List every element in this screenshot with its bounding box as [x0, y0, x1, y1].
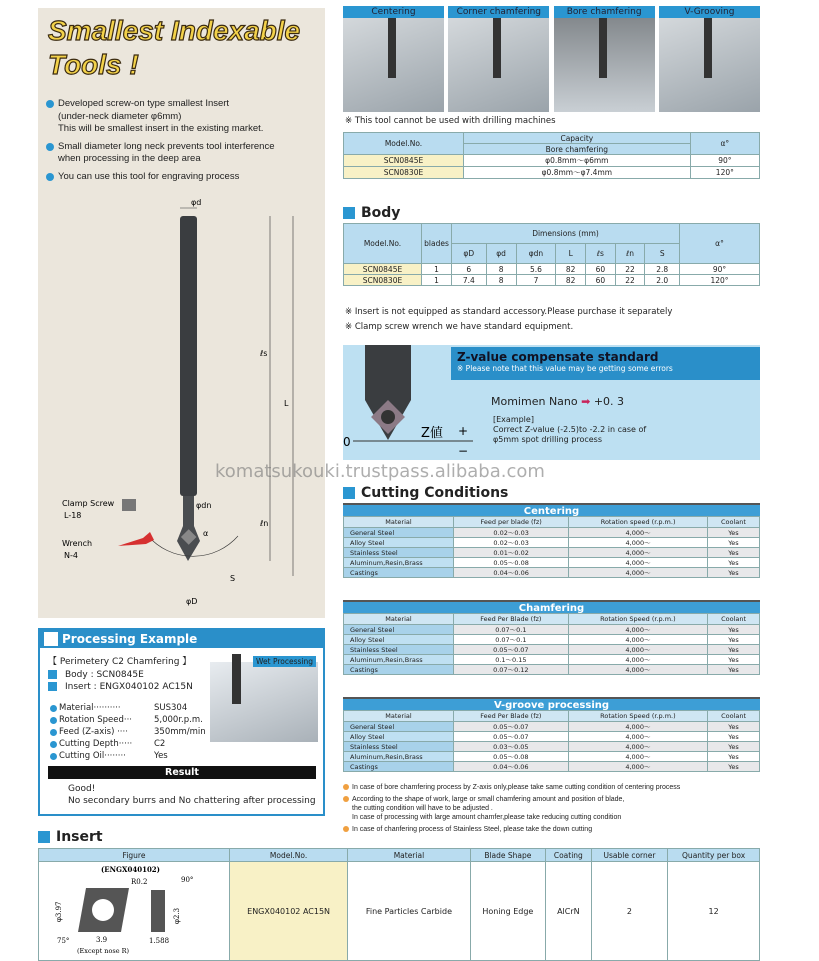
table-cell: 0.07～0.12	[454, 665, 569, 675]
table-row	[344, 538, 760, 548]
photo-bore-chamfering	[554, 6, 655, 112]
cutting-table-v-groove-processing	[343, 697, 760, 772]
text: Cutting Conditions	[361, 485, 509, 501]
text: Good!	[68, 784, 96, 794]
header-dim: φd	[486, 244, 516, 264]
drill-note: ※ This tool cannot be used with drilling machines	[345, 116, 556, 126]
header-bore: Bore chamfering	[464, 144, 691, 155]
dim-dn: φdn	[196, 501, 212, 510]
table-cell: 0.01～0.02	[454, 548, 569, 558]
arrow-right-icon: ➡	[581, 395, 591, 408]
insert-line	[48, 682, 193, 692]
result-bar: Result	[48, 766, 316, 779]
table-cell: 2.0	[645, 275, 680, 286]
bullet-icon	[50, 705, 57, 712]
z-value: +0. 3	[593, 395, 625, 408]
wrench-label: Wrench	[62, 539, 93, 548]
table-cell: 82	[556, 275, 586, 286]
wrench-number: N-4	[64, 551, 78, 560]
table-cell: 8	[486, 275, 516, 286]
table-cell: 22	[615, 275, 645, 286]
fig-a75: 75°	[57, 937, 70, 945]
header-capacity: Capacity	[464, 133, 691, 144]
text: (under-neck diameter φ6mm)	[58, 110, 182, 122]
table-cell: 0.1～0.15	[454, 655, 569, 665]
z-value-box	[343, 345, 760, 460]
z-example	[493, 415, 646, 445]
spec-row	[50, 714, 208, 726]
note	[343, 825, 760, 834]
spec-value: 5,000r.p.m.	[154, 715, 203, 725]
page-title	[48, 14, 300, 82]
spec-list	[50, 702, 208, 762]
spec-value: 350mm/min	[154, 727, 206, 737]
photo-label: V-Grooving	[659, 6, 760, 18]
table-cell: 4,000～	[569, 528, 708, 538]
cutting-heading	[343, 485, 508, 501]
column-header: Material	[344, 614, 454, 625]
insert-table	[38, 848, 760, 961]
dim-ln: ℓn	[260, 519, 269, 528]
table-cell: 0.03～0.05	[454, 742, 569, 752]
column-header: Usable corner	[591, 849, 668, 862]
table-cell: 0.05～0.07	[454, 645, 569, 655]
application-photos	[343, 6, 760, 112]
text: You can use this tool for engraving process	[58, 170, 240, 182]
dim-d: φd	[191, 198, 202, 207]
table-row	[344, 742, 760, 752]
table-row	[344, 528, 760, 538]
table-cell: Alloy Steel	[344, 538, 454, 548]
table-cell: 4,000～	[569, 548, 708, 558]
result-text	[68, 783, 316, 807]
clamp-screw-number: L-18	[64, 511, 82, 520]
table-cell: Yes	[707, 538, 759, 548]
column-header: Figure	[39, 849, 230, 862]
fig-d23: φ2.3	[173, 907, 181, 924]
spec-key: Rotation Speed···	[59, 715, 133, 725]
column-header: Model.No.	[230, 849, 348, 862]
bullet-icon	[50, 717, 57, 724]
spec-row	[50, 702, 208, 714]
column-header: Material	[348, 849, 471, 862]
text: Developed screw-on type smallest Insert	[58, 98, 230, 109]
plus-label: +	[458, 424, 469, 438]
fig-a90: 90°	[181, 876, 194, 884]
table-cell: 4,000～	[568, 645, 707, 655]
spec-value: SUS304	[154, 703, 188, 713]
table-cell: Aluminum,Resin,Brass	[344, 655, 454, 665]
fig-t: 1.588	[149, 937, 170, 945]
cutting-notes	[343, 783, 760, 837]
table-cell: 0.02～0.03	[454, 538, 569, 548]
table-cell: SCN0830E	[344, 167, 464, 179]
clamp-screw-label: Clamp Screw	[62, 499, 115, 508]
table-row	[344, 655, 760, 665]
table-cell: General Steel	[344, 722, 454, 732]
dim-alpha: α	[203, 529, 209, 538]
column-header: Rotation speed (r.p.m.)	[569, 517, 708, 528]
column-header: Rotation Speed (r.p.m.)	[568, 711, 707, 722]
text: Body : SCN0845E	[65, 670, 144, 680]
column-header: Coating	[546, 849, 592, 862]
zero-label: 0	[343, 435, 351, 449]
capacity-table	[343, 132, 760, 179]
table-cell: Yes	[708, 722, 760, 732]
table-cell: 4,000～	[568, 732, 707, 742]
table-cell: 4,000～	[568, 665, 707, 675]
column-header: Feed per blade (fz)	[454, 517, 569, 528]
dim-L: L	[284, 399, 289, 408]
text: Body	[361, 205, 401, 221]
body-note: ※ Clamp screw wrench we have standard equipment.	[345, 322, 574, 332]
body-note: ※ Insert is not equipped as standard accessory.Please purchase it separately	[345, 307, 673, 317]
table-cell: 0.05～0.08	[454, 752, 569, 762]
wrench-icon	[118, 532, 154, 546]
table-row	[344, 568, 760, 578]
photo-corner-chamfering	[448, 6, 549, 112]
insert-figure	[39, 862, 230, 961]
subtitle: 【 Perimetery C2 Chamfering 】	[48, 657, 192, 667]
table-row	[344, 645, 760, 655]
text: Insert	[56, 829, 103, 845]
table-cell: Yes	[707, 528, 759, 538]
feature-list	[46, 98, 321, 188]
table-cell: 0.04～0.06	[454, 568, 569, 578]
table-cell: 4,000～	[568, 625, 707, 635]
text: Correct Z-value (-2.5)to -2.2 in case of	[493, 425, 647, 434]
table-cell: Alloy Steel	[344, 635, 454, 645]
table-cell: Castings	[344, 762, 454, 772]
minus-label: −	[458, 444, 469, 458]
table-cell: Aluminum,Resin,Brass	[344, 558, 454, 568]
table-cell: Stainless Steel	[344, 548, 454, 558]
header-model: Model.No.	[344, 133, 464, 155]
text: This will be smallest insert in the existing market.	[58, 123, 264, 134]
column-header: Feed Per Blade (fz)	[454, 711, 569, 722]
table-cell: 5.6	[516, 264, 556, 275]
insert-coating: AlCrN	[546, 862, 592, 961]
processing-example	[38, 628, 325, 816]
header-model: Model.No.	[344, 224, 422, 264]
photo-centering	[343, 6, 444, 112]
column-header: Coolant	[708, 711, 760, 722]
header-alpha: α°	[690, 133, 759, 155]
table-title: Centering	[343, 503, 760, 516]
photo-label: Corner chamfering	[448, 6, 549, 18]
header-alpha: α°	[680, 224, 760, 264]
processing-photo	[210, 657, 318, 742]
text: According to the shape of work, large or small chamfering amount and position of blade,	[352, 796, 625, 803]
header-dim: φdn	[516, 244, 556, 264]
table-cell: 7	[516, 275, 556, 286]
table-cell: Yes	[708, 732, 760, 742]
table-cell: Yes	[708, 752, 760, 762]
table-cell: Yes	[708, 625, 760, 635]
feature-item	[46, 98, 321, 136]
photo-v-grooving	[659, 6, 760, 112]
text: In case of bore chamfering process by Z-axis only,please take same cutting condition of centering process	[352, 784, 681, 791]
table-cell: Yes	[707, 558, 759, 568]
insert-drawing	[41, 862, 227, 958]
header-blades: blades	[422, 224, 452, 264]
table-cell: Yes	[708, 665, 760, 675]
spec-value: Yes	[154, 751, 168, 761]
table-cell: φ0.8mm～φ7.4mm	[464, 167, 691, 179]
table-cell: 1	[422, 275, 452, 286]
table-cell: 120°	[690, 167, 759, 179]
table-cell: Castings	[344, 665, 454, 675]
text: In case of processing with large amount chamfer,please take reducing cutting condition	[352, 814, 622, 821]
text: Insert : ENGX040102 AC15N	[65, 682, 193, 692]
text: Momimen Nano	[491, 395, 578, 408]
text: the cutting condition will have to be adjusted .	[352, 805, 493, 812]
fig-r: R0.2	[131, 878, 148, 886]
table-title: V-groove processing	[343, 697, 760, 710]
table-cell: General Steel	[344, 625, 454, 635]
table-cell: Yes	[708, 655, 760, 665]
table-row	[344, 264, 760, 275]
text: φ5mm spot drilling process	[493, 435, 603, 444]
table-cell: 4,000～	[568, 722, 707, 732]
body-table	[343, 223, 760, 286]
table-cell: 90°	[680, 264, 760, 275]
header-dim: S	[645, 244, 680, 264]
insert-material: Fine Particles Carbide	[348, 862, 471, 961]
table-cell: Stainless Steel	[344, 645, 454, 655]
text: In case of chanfering process of Stainless Steel, please take the down cutting	[352, 826, 593, 833]
column-header: Rotation Speed (r.p.m.)	[568, 614, 707, 625]
table-cell: Stainless Steel	[344, 742, 454, 752]
header-dim: φD	[452, 244, 487, 264]
table-row	[344, 732, 760, 742]
note	[343, 795, 760, 822]
table-cell: 4,000～	[568, 742, 707, 752]
photo-label: Centering	[343, 6, 444, 18]
table-cell: Alloy Steel	[344, 732, 454, 742]
fig-d397: φ3.97	[55, 901, 63, 922]
table-cell: Yes	[708, 635, 760, 645]
column-header: Quantity per box	[668, 849, 760, 862]
wet-processing-badge: Wet Processing	[253, 656, 316, 667]
z-value-header	[451, 347, 760, 380]
spec-key: Material··········	[59, 703, 121, 713]
table-cell: 90°	[690, 155, 759, 167]
title-line: Smallest Indexable	[48, 15, 301, 46]
table-cell: 8	[486, 264, 516, 275]
feature-item	[46, 141, 321, 166]
table-cell: Yes	[708, 762, 760, 772]
fig-except: (Except nose R)	[77, 947, 130, 955]
fig-w39: 3.9	[96, 936, 108, 944]
table-row	[344, 625, 760, 635]
header-dim: ℓs	[586, 244, 616, 264]
feature-item	[46, 171, 321, 184]
table-cell: φ0.8mm～φ6mm	[464, 155, 691, 167]
table-cell: 4,000～	[568, 635, 707, 645]
table-cell: 0.05～0.07	[454, 732, 569, 742]
fig-name: (ENGX040102)	[101, 865, 160, 874]
table-cell: 6	[452, 264, 487, 275]
table-row	[344, 635, 760, 645]
table-row	[344, 558, 760, 568]
cutting-table-chamfering	[343, 600, 760, 675]
table-cell: 82	[556, 264, 586, 275]
spec-row	[50, 738, 208, 750]
spec-value: C2	[154, 739, 166, 749]
text: when processing in the deep area	[58, 153, 201, 164]
table-row	[344, 665, 760, 675]
table-cell: General Steel	[344, 528, 454, 538]
table-row	[344, 548, 760, 558]
clamp-screw-icon	[122, 499, 136, 511]
table-cell: 7.4	[452, 275, 487, 286]
header-dim: ℓn	[615, 244, 645, 264]
z-label: Z値	[421, 426, 443, 441]
table-cell: 120°	[680, 275, 760, 286]
table-cell: Yes	[708, 742, 760, 752]
table-cell: 0.05～0.08	[454, 558, 569, 568]
insert-model: ENGX040102 AC15N	[230, 862, 348, 961]
table-cell: SCN0845E	[344, 264, 422, 275]
spec-key: Cutting Oil········	[59, 751, 126, 761]
header-dim: L	[556, 244, 586, 264]
table-cell: 22	[615, 264, 645, 275]
table-row	[344, 155, 760, 167]
tool-diagram	[38, 196, 325, 616]
column-header: Material	[344, 517, 454, 528]
table-cell: SCN0830E	[344, 275, 422, 286]
intro-panel	[38, 8, 325, 618]
dim-D: φD	[186, 597, 198, 606]
table-cell: 0.07～0.1	[454, 635, 569, 645]
column-header: Blade Shape	[470, 849, 545, 862]
table-cell: 0.04～0.06	[454, 762, 569, 772]
table-cell: 4,000～	[568, 762, 707, 772]
table-title: Chamfering	[343, 600, 760, 613]
text: No secondary burrs and No chattering after processing	[68, 796, 316, 806]
bullet-icon	[50, 753, 57, 760]
table-row	[344, 167, 760, 179]
table-row	[344, 762, 760, 772]
dim-S: S	[230, 574, 236, 583]
table-cell: 0.05～0.07	[454, 722, 569, 732]
column-header: Material	[344, 711, 454, 722]
tool-shank	[180, 216, 197, 496]
insert-heading	[38, 829, 103, 845]
spec-row	[50, 726, 208, 738]
dim-ls: ℓs	[260, 349, 268, 358]
body-heading	[343, 205, 400, 221]
spec-key: Feed (Z-axis) ····	[59, 727, 128, 737]
table-cell: 4,000～	[569, 568, 708, 578]
bullet-icon	[50, 729, 57, 736]
title-line: Tools !	[48, 49, 139, 80]
table-cell: Yes	[707, 568, 759, 578]
table-cell: SCN0845E	[344, 155, 464, 167]
table-cell: 1	[422, 264, 452, 275]
body-line	[48, 670, 144, 680]
cutting-table-centering	[343, 503, 760, 578]
table-cell: Aluminum,Resin,Brass	[344, 752, 454, 762]
z-subtitle: ※ Please note that this value may be getting some errors	[457, 364, 673, 373]
table-cell: 0.07～0.1	[454, 625, 569, 635]
table-cell: Castings	[344, 568, 454, 578]
table-cell: 0.02～0.03	[454, 528, 569, 538]
header-dimensions: Dimensions (mm)	[452, 224, 680, 244]
table-row	[344, 722, 760, 732]
watermark: komatsukouki.trustpass.alibaba.com	[215, 461, 545, 482]
table-cell: Yes	[707, 548, 759, 558]
text: Small diameter long neck prevents tool interference	[58, 140, 275, 152]
section-title: Processing Example	[40, 630, 323, 648]
column-header: Coolant	[707, 517, 759, 528]
bullet-icon	[50, 741, 57, 748]
spec-row	[50, 750, 208, 762]
column-header: Coolant	[708, 614, 760, 625]
insert-blade-shape: Honing Edge	[470, 862, 545, 961]
text: [Example]	[493, 415, 534, 424]
table-cell: Yes	[708, 645, 760, 655]
insert-usable-corner: 2	[591, 862, 668, 961]
note	[343, 783, 760, 792]
column-header: Feed Per Blade (fz)	[454, 614, 569, 625]
table-row	[344, 275, 760, 286]
photo-label: Bore chamfering	[554, 6, 655, 18]
table-cell: 60	[586, 275, 616, 286]
spec-key: Cutting Depth·····	[59, 739, 133, 749]
insert-quantity: 12	[668, 862, 760, 961]
table-cell: 4,000～	[569, 558, 708, 568]
z-title: Z-value compensate standard	[457, 350, 659, 364]
table-cell: 2.8	[645, 264, 680, 275]
table-cell: 4,000～	[568, 752, 707, 762]
table-row	[344, 752, 760, 762]
table-cell: 60	[586, 264, 616, 275]
table-cell: 4,000～	[568, 655, 707, 665]
z-value-line	[491, 395, 624, 408]
table-cell: 4,000～	[569, 538, 708, 548]
